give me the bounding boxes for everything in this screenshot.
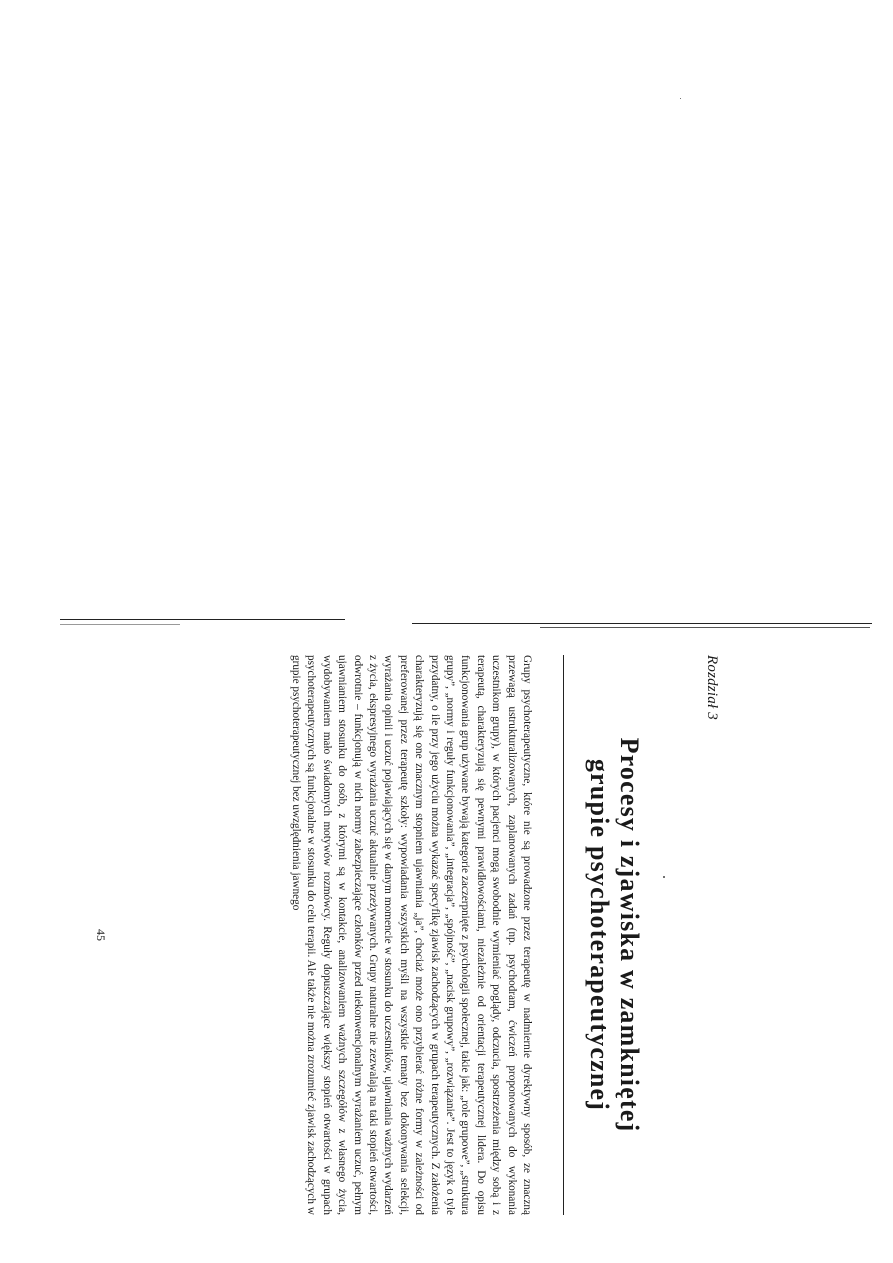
chapter-title [584,655,644,1215]
body-text [288,655,535,1215]
chapter-label: Rozdział 3 [704,655,720,720]
scan-edge-line-left-faint [60,624,180,625]
chapter-title-line-2: grupie psychoterapeutycznej [585,758,614,1112]
chapter-title-line-1: Procesy i zjawiska w zamkniętej [615,737,644,1133]
rotated-page-content [94,655,720,1215]
scan-speck [680,98,681,99]
page-number: 45 [94,929,108,941]
title-rule [563,655,564,1215]
body-paragraph: Grupy psychoterapeutyczne, które nie są prowadzone przez terapeutę w nadmiernie dyrektywny sposób, ze znaczną przewagą ustrukturalizowanych, zaplanowanych zadań (np. psychodram, ćwiczeń proponowanych do wykonania uczestnikom grupy), w których pacjenci mogą swobodnie wymieniać poglądy, odczucia, spostrzeżenia między sobą i z terapeutą, charakteryzują się pewnymi prawidłowościami, niezależnie od orientacji terapeutycznej lidera. Do opisu funkcjonowania grup używane bywają kategorie zaczerpnięte z psychologii społecznej, takie jak: „role grupowe”, „struktura grupy”, „normy i reguły funkcjonowania”, „integracja”, „spójność”, „nacisk grupowy”, „rozwiązanie”. Jest to język o tyle przydatny, o ile przy jego użyciu można wykazać specyfikę zjawisk zachodzących w grupach terapeutycznych. Z założenia charakteryzują się one znacznym stopniem ujawniania „ja”, chociaż może ono przybierać różne formy w zależności od preferowanej przez terapeutę szkoły: wypowiadania wszystkich myśli na wszystkie tematy bez dokonywania selekcji, wyrażania opinii i uczuć pojawiających się w danym momencie w stosunku do uczestników, ujawniania ważnych wydarzeń z życia, ekspresyjnego wyrażania uczuć aktualnie przeżywanych. Grupy naturalne nie zezwalają na taki stopień otwartości, odwrotnie – funkcjonują w nich normy zabezpieczające członków przed niekonwencjonalnym wyrażaniem uczuć, pełnym ujawnianiem stosunku do osób, z którymi są w kontakcie, analizowaniem ważnych szczegółów z własnego życia, wydobywaniem mało świadomych motywów rozmówcy. Reguły dopuszczające większy stopień otwartości w grupach psychoterapeutycznych są funkcjonalne w stosunku do celu terapii. Ale także nie można zrozumieć zjawisk zachodzących w grupie psychoterapeutycznej bez uwzględnienia jawnego [289,655,533,1215]
scan-edge-line-right-2 [540,627,870,628]
scan-edge-line-right [412,623,872,624]
scan-edge-line-left [60,619,345,620]
